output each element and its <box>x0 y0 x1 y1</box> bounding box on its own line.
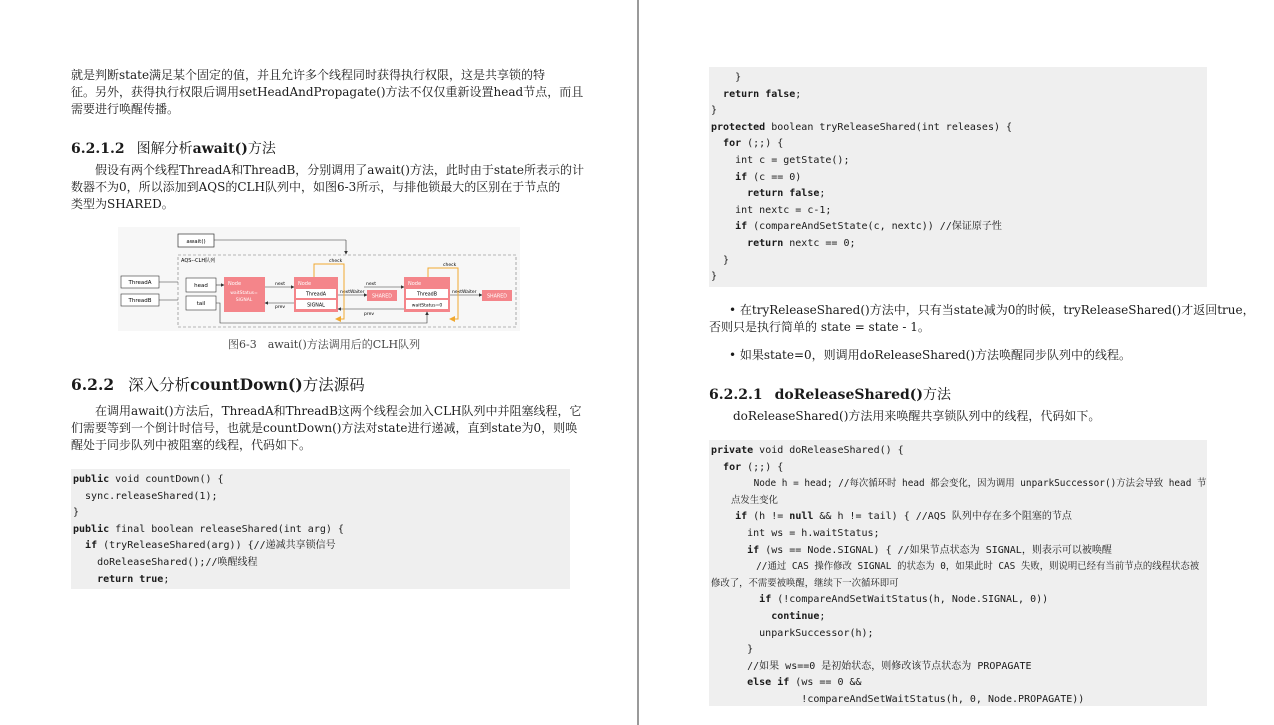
tail-label: tail <box>196 301 206 307</box>
bullet-do-release: • 如果state=0，则调用doReleaseShared()方法唤醒同步队列中的线程。 <box>729 348 1132 362</box>
heading-6-2-1-2: 6.2.1.2 图解分析await()方法 <box>71 141 276 157</box>
code-line: for (;;) { <box>723 461 784 473</box>
thread-a-node-status: SIGNAL <box>307 303 325 309</box>
code-line: } <box>73 507 80 519</box>
code-line: doReleaseShared();//唤醒线程 <box>73 556 258 568</box>
right-page <box>639 0 1274 725</box>
code-block-do-release-shared <box>709 440 1207 706</box>
code-line: if (c == 0) <box>735 171 802 183</box>
code-line: return nextc == 0; <box>747 237 856 249</box>
await-label: await() <box>186 239 206 245</box>
thread-b-node-thread: ThreadB <box>416 292 438 298</box>
code-line: if (compareAndSetState(c, nextc)) //保证原子性 <box>735 221 1002 233</box>
thread-b-node-status: waitStatus=0 <box>411 303 443 309</box>
paragraph-state-sharing: 就是判断state满足某个固定的值，并且允许多个线程同时获得执行权限，这是共享锁的特 征。另外，获得执行权限后调用setHeadAndPropagate()方法不仅仅重新设置head节点，而且 需要进行唤醒传播。 <box>71 68 584 116</box>
head-node-value: SIGNAL <box>235 298 253 303</box>
head-node-title: Node <box>228 281 242 287</box>
code-line: !compareAndSetWaitStatus(h, 0, Node.PROPAGATE)) <box>711 693 1085 705</box>
next-waiter-label-1: nextWaiter <box>340 290 365 295</box>
code-line: return true; <box>97 573 170 585</box>
thread-a-label: ThreadA <box>128 280 152 286</box>
code-block-try-release-shared <box>709 67 1207 287</box>
code-line: public final boolean releaseShared(int arg) { <box>73 523 344 535</box>
code-line: } <box>711 105 718 117</box>
prev-label-1: prev <box>275 305 286 310</box>
figure-caption: 图6-3 await()方法调用后的CLH队列 <box>228 338 421 351</box>
code-line: public void countDown() { <box>73 474 224 485</box>
next-label-2: next <box>366 282 376 287</box>
code-line: sync.releaseShared(1); <box>73 490 218 502</box>
code-line: return false; <box>747 188 826 200</box>
bullet-try-release-cont: 否则只是执行简单的 state = state - 1。 <box>709 320 930 334</box>
code-line: //如果 ws==0 是初始状态，则修改该节点状态为 PROPAGATE <box>711 660 1032 672</box>
code-line: return false; <box>723 88 802 100</box>
code-line: int ws = h.waitStatus; <box>711 527 880 539</box>
code-line: else if (ws == 0 && <box>747 677 862 689</box>
head-node-status: waitStatus= <box>230 291 258 296</box>
next-waiter-label-2: nextWaiter <box>452 290 477 295</box>
thread-b-label: ThreadB <box>128 298 152 304</box>
next-label-1: next <box>275 282 285 287</box>
heading-6-2-2: 6.2.2 深入分析countDown()方法源码 <box>71 375 365 394</box>
code-line: private void doReleaseShared() { <box>711 445 904 456</box>
bullet-try-release: • 在tryReleaseShared()方法中，只有当state减为0的时候，tryReleaseShared()才返回true， <box>729 303 1255 317</box>
code-line: if (h != null && h != tail) { //AQS 队列中存在多个阻塞的节点 <box>735 511 1072 523</box>
check-label-1: check <box>329 259 343 264</box>
code-line: if (ws == Node.SIGNAL) { //如果节点状态为 SIGNAL，则表示可以被唤醒 <box>747 544 1112 556</box>
clh-queue-figure <box>118 227 520 331</box>
paragraph-countdown: 在调用await()方法后，ThreadA和ThreadB这两个线程会加入CLH队列中并阻塞线程，它 们需要等到一个倒计时信号，也就是countDown()方法对state进行递减，直到state为0，则唤 醒处于同步队列中被阻塞的线程，代码如下。 <box>71 404 582 452</box>
code-line: for (;;) { <box>723 138 784 150</box>
code-line: unparkSuccessor(h); <box>711 627 874 639</box>
check-label-2: check <box>443 263 457 268</box>
code-line: } <box>711 72 742 83</box>
paragraph-await-analysis: 假设有两个线程ThreadA和ThreadB，分别调用了await()方法，此时由于state所表示的计 数器不为0，所以添加到AQS的CLH队列中，如图6-3所示，与排他锁最大的区别在于节点的 类型为SHARED。 <box>71 163 584 211</box>
code-line: if (!compareAndSetWaitStatus(h, Node.SIGNAL, 0)) <box>759 594 1049 606</box>
code-line: int c = getState(); <box>711 154 850 166</box>
code-line: Node h = head; //每次循环时 head 都会变化，因为调用 unparkSuccessor()方法会导致 head 节点发生变化 <box>731 478 1207 506</box>
thread-a-node-thread: ThreadA <box>305 292 327 298</box>
thread-a-node-title: Node <box>298 281 312 287</box>
prev-label-2: prev <box>364 312 375 317</box>
code-line: protected boolean tryReleaseShared(int releases) { <box>711 121 1013 133</box>
code-line: } <box>711 644 754 656</box>
queue-label: AQS--CLH队列 <box>181 258 216 264</box>
code-line: continue; <box>771 610 826 622</box>
heading-6-2-2-1: 6.2.2.1 doReleaseShared()方法 <box>709 387 952 403</box>
code-line: } <box>711 254 730 266</box>
shared-label-1: SHARED <box>372 294 392 300</box>
code-line: int nextc = c-1; <box>711 204 832 216</box>
thread-b-node-title: Node <box>408 281 422 287</box>
code-line: } <box>711 271 718 283</box>
code-line: if (tryReleaseShared(arg)) {//递减共享锁信号 <box>85 540 336 552</box>
paragraph-do-release-shared: doReleaseShared()方法用来唤醒共享锁队列中的线程，代码如下。 <box>733 409 1101 423</box>
code-block-countdown <box>71 469 570 589</box>
head-label: head <box>194 283 208 289</box>
shared-label-2: SHARED <box>487 294 507 300</box>
code-line: //通过 CAS 操作修改 SIGNAL 的状态为 0，如果此时 CAS 失败，则说明已经有当前节点的线程状态被修改了，不需要被唤醒，继续下一次循环即可 <box>711 561 1200 589</box>
